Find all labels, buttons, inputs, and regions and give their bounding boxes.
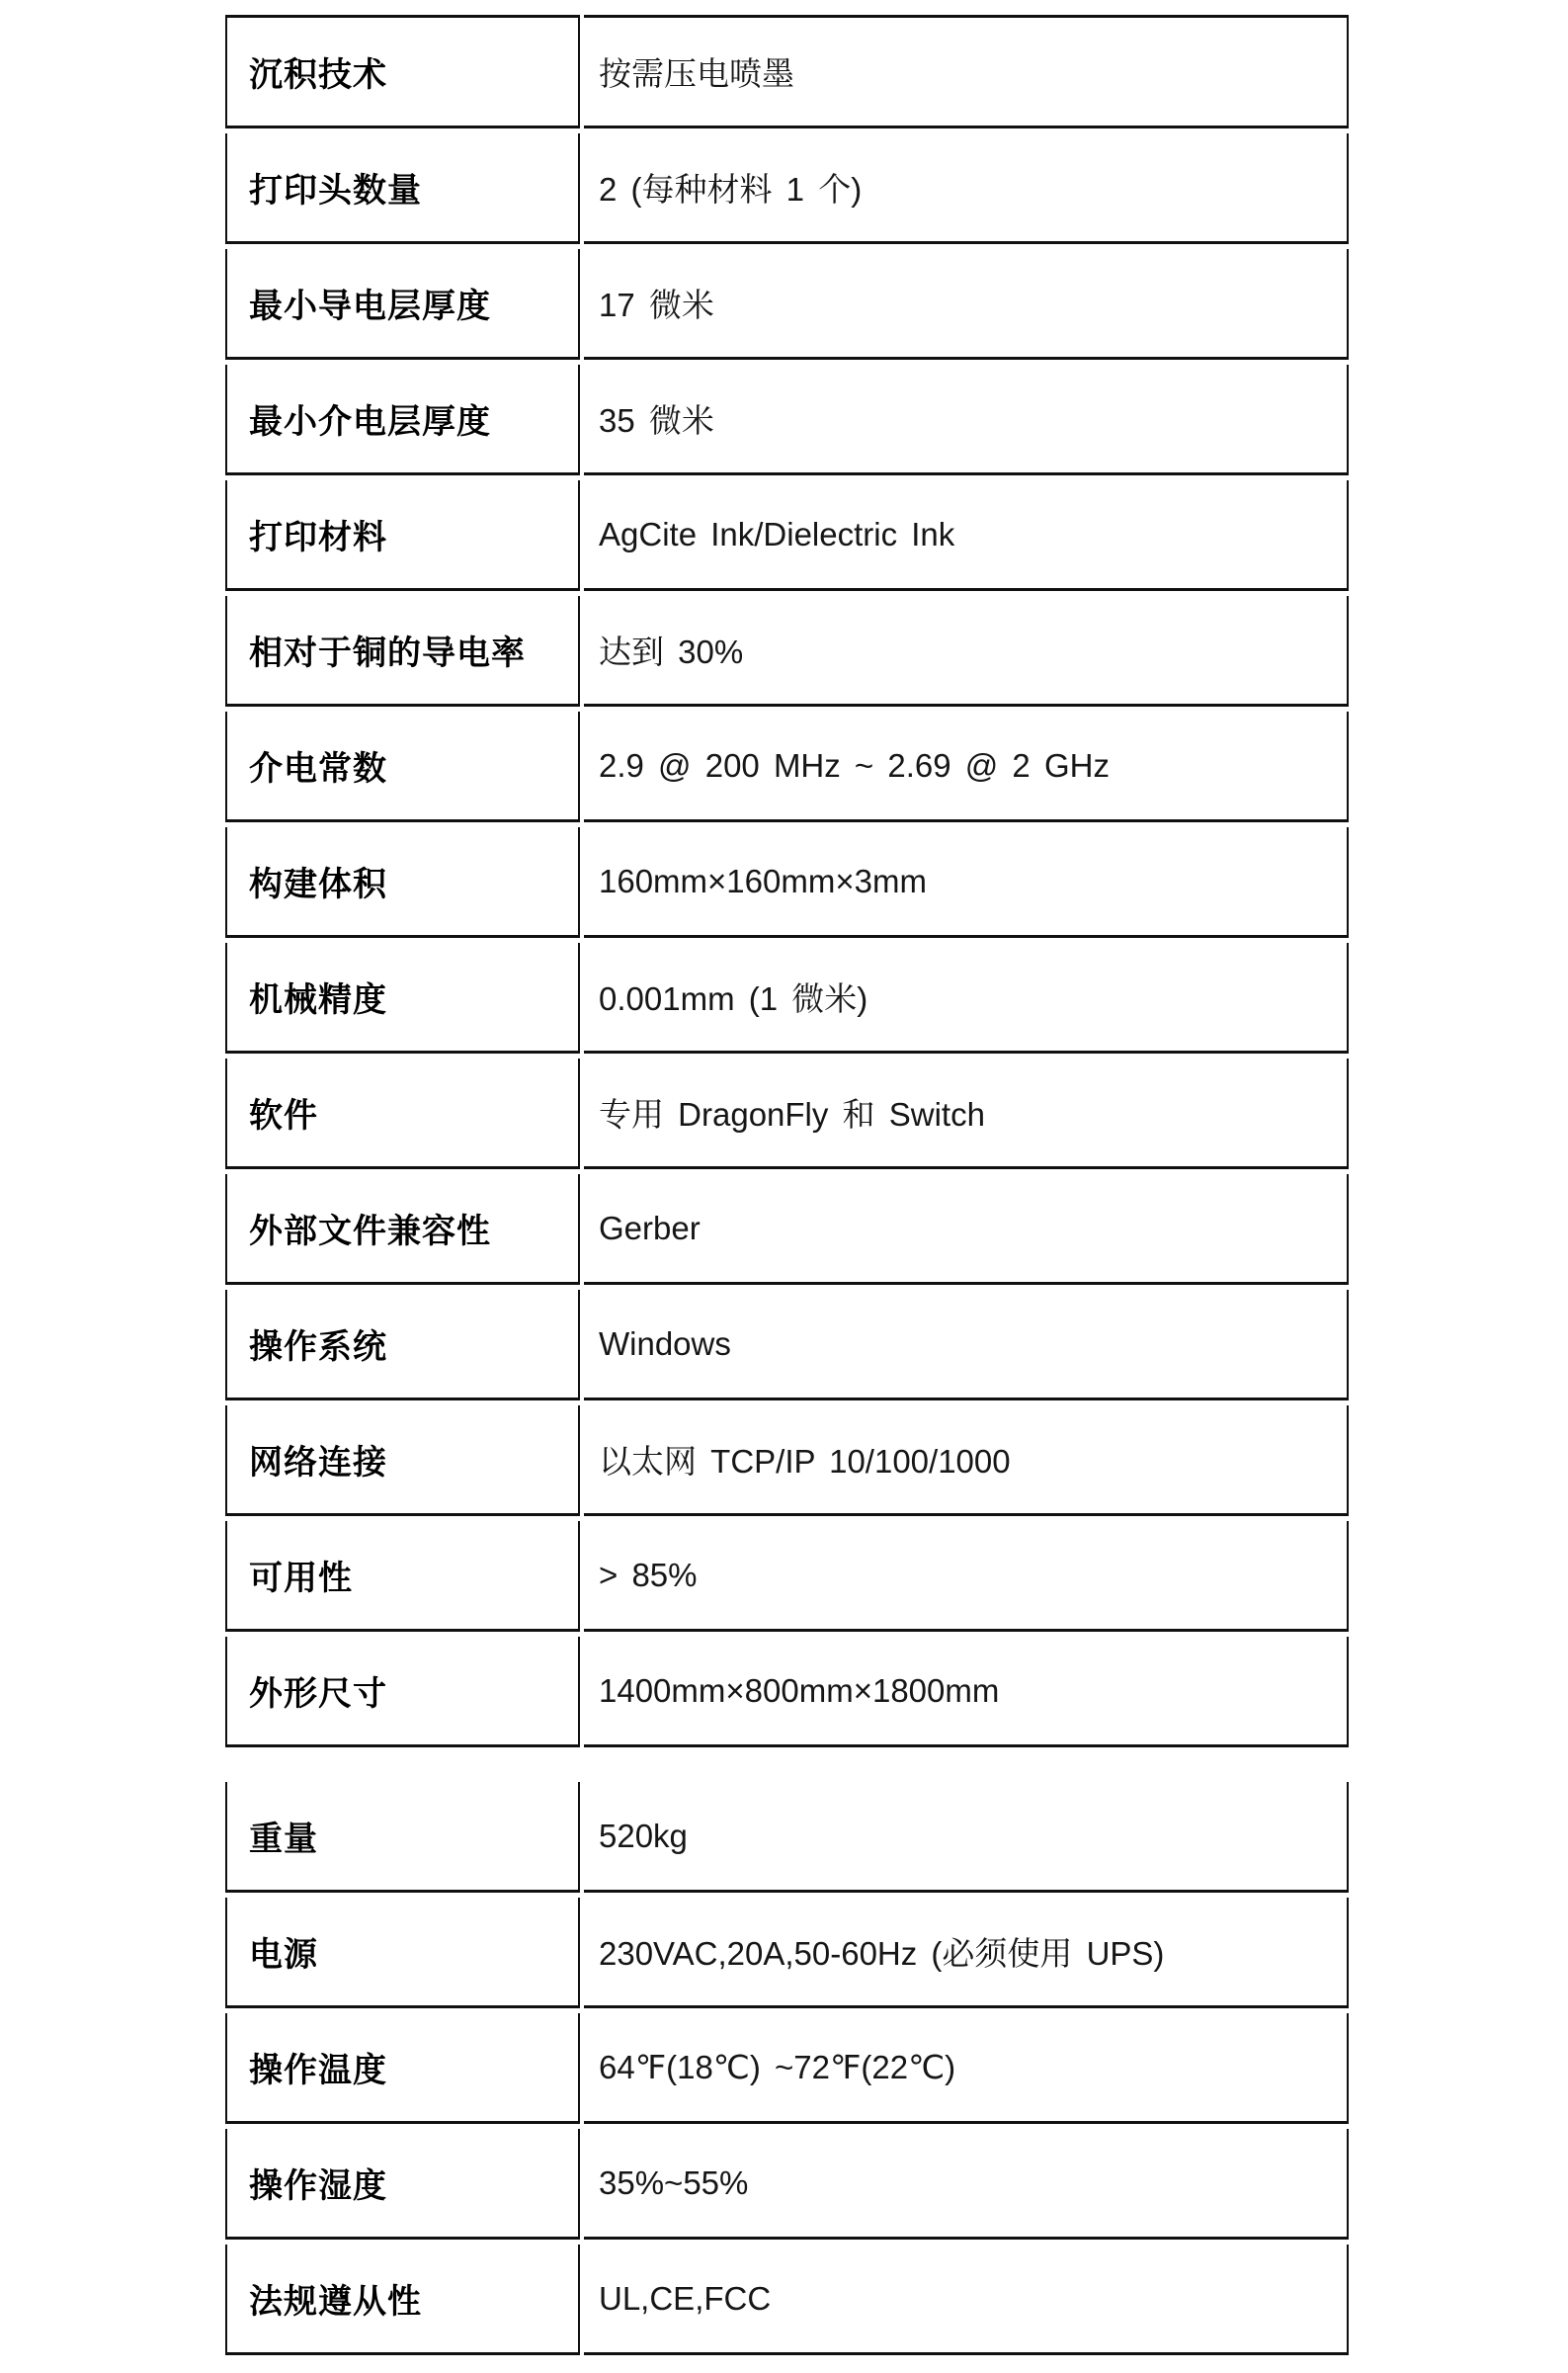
spec-value: 160mm×160mm×3mm: [584, 827, 1349, 938]
spec-label: 法规遵从性: [225, 2245, 580, 2355]
spec-row-dimensions: [225, 1637, 1349, 1747]
spec-value: 35%~55%: [584, 2129, 1349, 2240]
spec-label: 操作湿度: [225, 2129, 580, 2240]
spec-value: > 85%: [584, 1521, 1349, 1632]
spec-row-weight: [225, 1782, 1349, 1893]
spec-label: 外部文件兼容性: [225, 1174, 580, 1285]
spec-row-dielectric-constant: [225, 712, 1349, 822]
spec-value: UL,CE,FCC: [584, 2245, 1349, 2355]
spec-row-power-supply: [225, 1898, 1349, 2008]
spec-value: 520kg: [584, 1782, 1349, 1893]
spec-label: 电源: [225, 1898, 580, 2008]
spec-value: Windows: [584, 1290, 1349, 1400]
spec-row-operating-system: [225, 1290, 1349, 1400]
spec-label: 相对于铜的导电率: [225, 596, 580, 707]
spec-table: [225, 15, 1349, 2355]
spec-label: 外形尺寸: [225, 1637, 580, 1747]
spec-row-deposition-technology: [225, 15, 1349, 128]
spec-value: Gerber: [584, 1174, 1349, 1285]
spec-row-regulatory-compliance: [225, 2245, 1349, 2355]
spec-row-operating-temperature: [225, 2013, 1349, 2124]
spec-row-external-file-compatibility: [225, 1174, 1349, 1285]
spec-label: 重量: [225, 1782, 580, 1893]
spec-value: 230VAC,20A,50-60Hz (必须使用 UPS): [584, 1898, 1349, 2008]
spec-label: 介电常数: [225, 712, 580, 822]
spec-row-network-connection: [225, 1405, 1349, 1516]
spec-value: 35 微米: [584, 365, 1349, 475]
spec-value: 达到 30%: [584, 596, 1349, 707]
spec-label: 打印材料: [225, 480, 580, 591]
spec-value: 2.9 @ 200 MHz ~ 2.69 @ 2 GHz: [584, 712, 1349, 822]
spec-value: 64℉(18℃) ~72℉(22℃): [584, 2013, 1349, 2124]
spec-value: 1400mm×800mm×1800mm: [584, 1637, 1349, 1747]
spec-row-print-head-count: [225, 133, 1349, 244]
spec-value: AgCite Ink/Dielectric Ink: [584, 480, 1349, 591]
spec-row-min-dielectric-layer-thickness: [225, 365, 1349, 475]
spec-row-mechanical-precision: [225, 943, 1349, 1054]
spec-label: 机械精度: [225, 943, 580, 1054]
spec-row-min-conductive-layer-thickness: [225, 249, 1349, 360]
spec-label: 最小导电层厚度: [225, 249, 580, 360]
spec-label: 操作系统: [225, 1290, 580, 1400]
spec-label: 可用性: [225, 1521, 580, 1632]
spec-value: 专用 DragonFly 和 Switch: [584, 1059, 1349, 1169]
spec-value: 17 微米: [584, 249, 1349, 360]
spec-row-operating-humidity: [225, 2129, 1349, 2240]
spec-label: 构建体积: [225, 827, 580, 938]
spec-label: 打印头数量: [225, 133, 580, 244]
spec-value: 0.001mm (1 微米): [584, 943, 1349, 1054]
spec-row-conductivity-relative-to-copper: [225, 596, 1349, 707]
spec-row-software: [225, 1059, 1349, 1169]
spec-value: 2 (每种材料 1 个): [584, 133, 1349, 244]
spec-row-build-volume: [225, 827, 1349, 938]
spec-value: 以太网 TCP/IP 10/100/1000: [584, 1405, 1349, 1516]
spec-label: 网络连接: [225, 1405, 580, 1516]
spec-row-print-materials: [225, 480, 1349, 591]
spec-label: 软件: [225, 1059, 580, 1169]
spec-row-availability: [225, 1521, 1349, 1632]
spec-label: 操作温度: [225, 2013, 580, 2124]
spec-label: 最小介电层厚度: [225, 365, 580, 475]
spec-value: 按需压电喷墨: [584, 15, 1349, 128]
spec-label: 沉积技术: [225, 15, 580, 128]
